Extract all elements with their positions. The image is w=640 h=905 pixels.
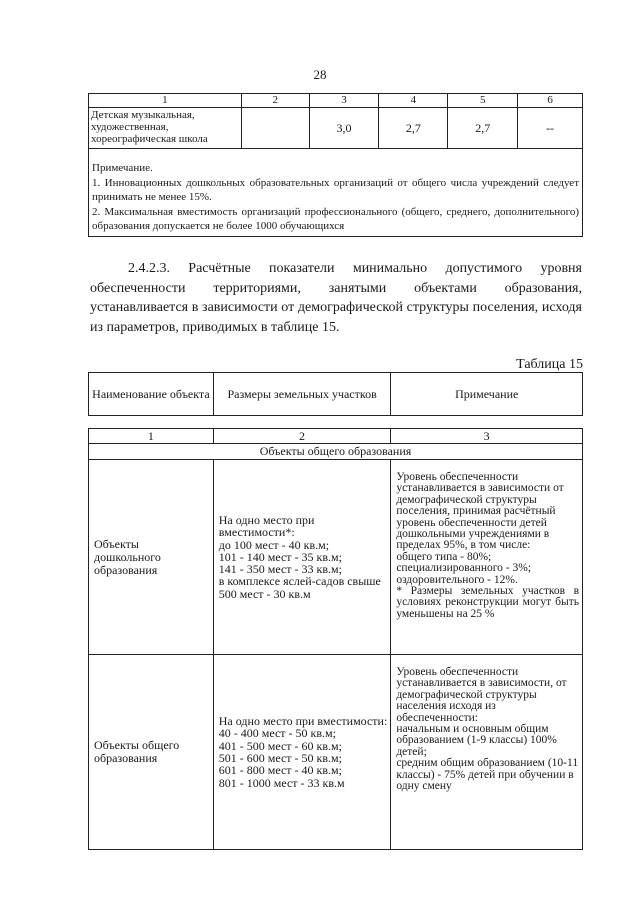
table-row	[89, 460, 583, 655]
header-object: Наименование объекта	[89, 373, 214, 416]
header-row	[89, 373, 583, 416]
size-line: до 100 мест - 40 кв.м;	[218, 537, 330, 552]
col-number: 3	[309, 94, 379, 108]
note-line: средним общим образованием (10-11 классы) - 75% детей при обучении в одну смену	[396, 757, 579, 793]
note-cell	[89, 149, 583, 237]
object-cell: Объекты дошкольного образования	[89, 460, 214, 655]
body-paragraph	[90, 259, 582, 337]
col-number: 1	[89, 429, 214, 444]
column-number-row	[89, 94, 583, 108]
note-cell	[391, 655, 583, 850]
size-line: 141 - 350 мест - 33 кв.м;	[218, 562, 342, 577]
note-line: оздоровительного - 12%.	[396, 573, 518, 586]
size-line: в комплексе яслей-садов свыше 500 мест - 30 кв.м	[218, 574, 381, 601]
col-number: 5	[448, 94, 518, 108]
note-line: начальным и основным общим образованием (1-9 классы) 100% детей;	[396, 723, 557, 758]
col-number: 2	[213, 429, 391, 444]
section-row	[89, 444, 583, 460]
table-row	[89, 655, 583, 850]
note-line: Уровень обеспеченности устанавливается в зависимости, от демографической структуры населения исходя из обеспеченности:	[396, 666, 567, 724]
size-line: 601 - 800 мест - 40 кв.м;	[218, 763, 342, 778]
table-caption: Таблица 15	[516, 357, 583, 372]
land-size-cell	[213, 460, 391, 655]
header-note: Примечание	[391, 373, 583, 416]
column-number-row	[89, 429, 583, 444]
size-line: 501 - 600 мест - 50 кв.м;	[218, 751, 342, 765]
table-row	[89, 108, 583, 149]
value-cell: 2,7	[379, 108, 448, 149]
col-number: 6	[518, 94, 583, 108]
value-cell: --	[518, 108, 583, 149]
note-cell	[391, 460, 583, 655]
size-line: На одно место при вместимости:	[218, 714, 388, 729]
table15-header	[88, 372, 583, 416]
col-number: 3	[391, 429, 583, 444]
object-cell: Объекты общего образования	[89, 655, 214, 850]
col-number: 4	[379, 94, 448, 108]
size-line: 801 - 1000 мест - 33 кв.м	[218, 775, 345, 790]
note-line: общего типа - 80%;	[396, 550, 492, 563]
note-title: Примечание.	[92, 162, 153, 174]
note-line: специализированного - 3%;	[396, 562, 532, 575]
paragraph-text: 2.4.2.3. Расчётные показатели минимально допустимого уровня обеспеченности территориями, занятыми объектами образования, устанавливается в зависимости от демографической структуры поселения, исходя из параметров, приводимых в таблице 15.	[90, 261, 582, 335]
continuation-table	[88, 93, 583, 237]
note-item-2: 2. Максимальная вместимость организаций профессионального (общего, среднего, дополнительного) образования допускается не более 1000 обучающихся	[92, 205, 579, 233]
size-line: 401 - 500 мест - 60 кв.м;	[218, 738, 342, 753]
note-row	[89, 149, 583, 237]
size-line: 40 - 400 мест - 50 кв.м;	[218, 726, 336, 741]
note-line: Уровень обеспеченности устанавливается в зависимости от демографической структуры поселения, принимая расчётный уровень обеспеченности детей дошкольными учреждениями в пределах 95%, в том числе:	[396, 471, 564, 552]
land-size-cell	[213, 655, 391, 850]
page-number: 28	[313, 67, 327, 82]
size-line: На одно место при вместимости*:	[218, 512, 315, 540]
section-title: Объекты общего образования	[89, 444, 583, 460]
size-line: 101 - 140 мест - 35 кв.м;	[218, 549, 342, 564]
note-item-1: 1. Инновационных дошкольных образовательных организаций от общего числа учреждений следует принимать не менее 15%.	[92, 176, 579, 204]
value-cell: 3,0	[309, 108, 379, 149]
value-cell	[241, 108, 309, 149]
header-land-size: Размеры земельных участков	[213, 373, 391, 416]
table15-body	[88, 428, 583, 850]
col-number: 1	[89, 94, 242, 108]
col-number: 2	[241, 94, 309, 108]
object-name-cell: Детская музыкальная, художественная, хореографическая школа	[89, 108, 242, 149]
value-cell: 2,7	[448, 108, 518, 149]
note-line: * Размеры земельных участков в условиях реконструкции могут быть уменьшены на 25 %	[396, 585, 579, 620]
